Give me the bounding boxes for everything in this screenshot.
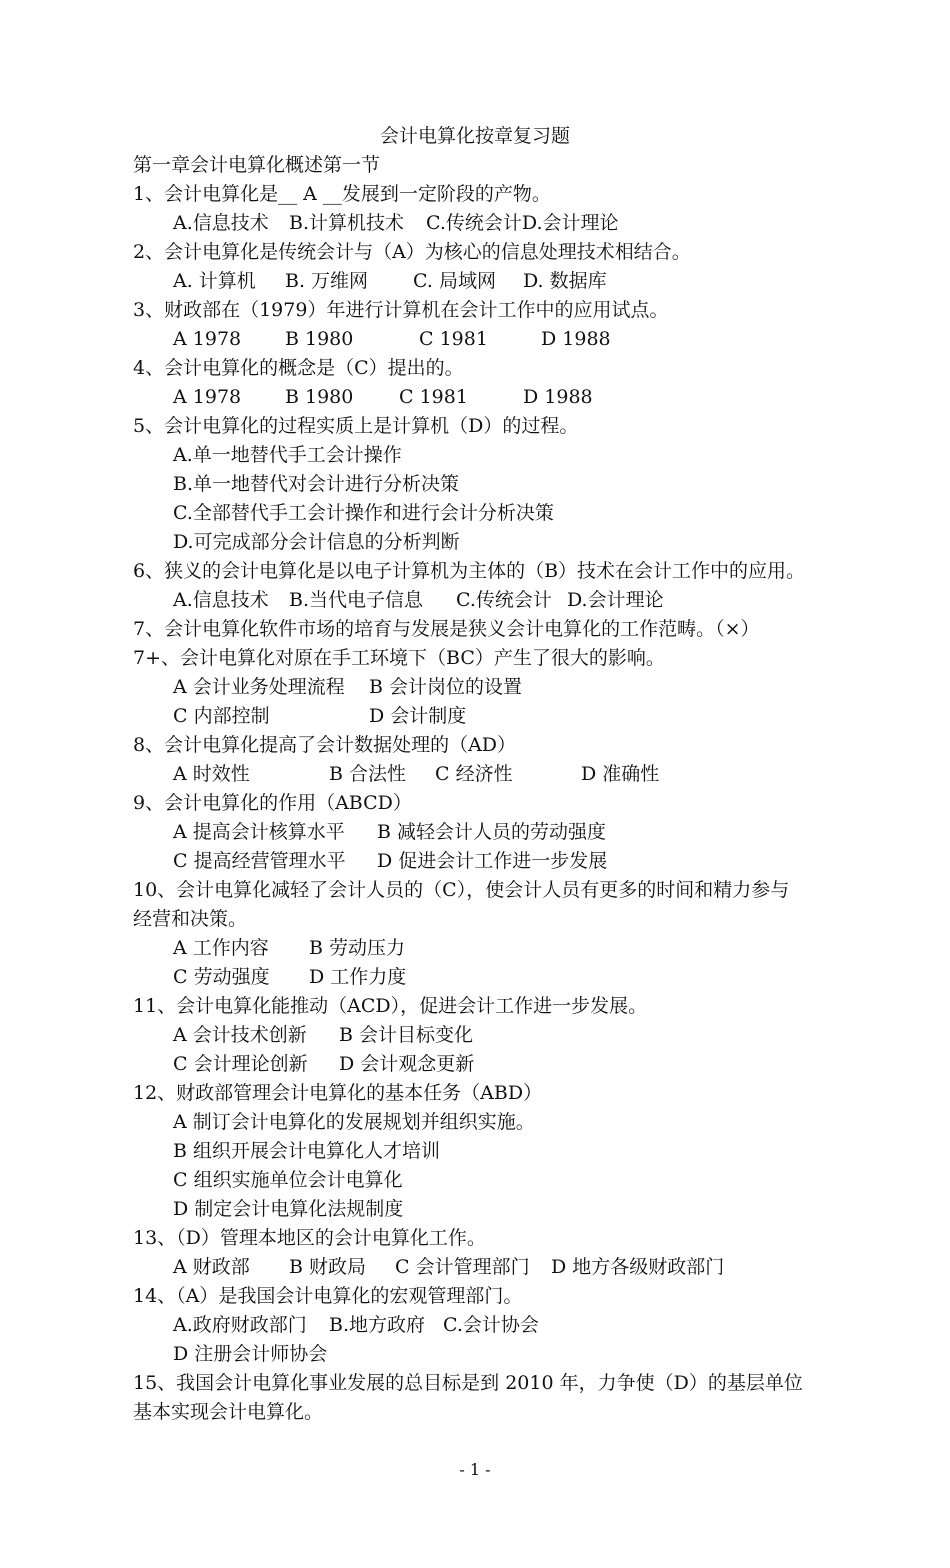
answer-option: A 会计技术创新 — [173, 1024, 307, 1046]
answer-option: C 劳动强度 — [173, 966, 270, 988]
answer-option: A. 计算机 — [173, 270, 256, 292]
answer-option: D 1988 — [523, 386, 593, 408]
answer-option: C. 局域网 — [413, 270, 496, 292]
question-11-options — [133, 963, 823, 992]
answer-option: A.政府财政部门 — [173, 1314, 307, 1336]
question-2-text: 2、会计电算化是传统会计与（A）为核心的信息处理技术相结合。 — [133, 241, 691, 263]
question-5-options — [133, 528, 823, 557]
question-11-options — [133, 934, 823, 963]
answer-option: C.传统会计D.会计理论 — [426, 212, 619, 234]
answer-option: C 会计管理部门 — [395, 1256, 530, 1278]
answer-option: A.信息技术 — [173, 589, 269, 611]
answer-option: D 制定会计电算化法规制度 — [173, 1198, 404, 1220]
answer-option: B 1980 — [285, 386, 354, 408]
question-16-text: 15、我国会计电算化事业发展的总目标是到 2010 年，力争使（D）的基层单位 — [133, 1372, 803, 1394]
answer-option: C 经济性 — [435, 763, 513, 785]
answer-option: B. 万维网 — [285, 270, 369, 292]
section-heading: 第一章会计电算化概述第一节 — [133, 154, 381, 176]
question-15-options — [133, 1340, 823, 1369]
question-14-options — [133, 1253, 823, 1282]
question-8-options — [133, 702, 823, 731]
answer-option: B 财政局 — [289, 1256, 367, 1278]
answer-option: C 组织实施单位会计电算化 — [173, 1169, 403, 1191]
answer-option: D 准确性 — [581, 763, 660, 785]
answer-option: B.单一地替代对会计进行分析决策 — [173, 473, 460, 495]
question-6-options — [133, 586, 823, 615]
question-5-options — [133, 441, 823, 470]
question-9-options — [133, 760, 823, 789]
question-13-options — [133, 1137, 823, 1166]
question-13-text: 12、财政部管理会计电算化的基本任务（ABD） — [133, 1082, 543, 1104]
document-body — [133, 151, 823, 1427]
answer-option: D 注册会计师协会 — [173, 1343, 328, 1365]
question-10-options — [133, 818, 823, 847]
question-5-options — [133, 470, 823, 499]
question-15-text: 14、（A）是我国会计电算化的宏观管理部门。 — [133, 1285, 523, 1307]
document-title: 会计电算化按章复习题 — [379, 125, 570, 147]
answer-option: D 会计制度 — [369, 705, 467, 727]
answer-option: D 1988 — [541, 328, 611, 350]
answer-option: C.全部替代手工会计操作和进行会计分析决策 — [173, 502, 554, 524]
question-5-text: 5、会计电算化的过程实质上是计算机（D）的过程。 — [133, 415, 579, 437]
question-16-continuation: 基本实现会计电算化。 — [133, 1401, 324, 1423]
question-10-options — [133, 847, 823, 876]
question-7-text: 7、会计电算化软件市场的培育与发展是狭义会计电算化的工作范畴。（×） — [133, 618, 760, 640]
question-1-options — [133, 209, 823, 238]
question-6-text: 6、狭义的会计电算化是以电子计算机为主体的（B）技术在会计工作中的应用。 — [133, 560, 806, 582]
answer-option: B 合法性 — [329, 763, 407, 785]
answer-option: B.计算机技术 — [289, 212, 405, 234]
question-11-text: 10、会计电算化减轻了会计人员的（C），使会计人员有更多的时间和精力参与 — [133, 879, 790, 901]
answer-option: D. 数据库 — [523, 270, 607, 292]
answer-option: D 地方各级财政部门 — [551, 1256, 725, 1278]
answer-option: D 工作力度 — [309, 966, 407, 988]
question-1-text: 1、会计电算化是__ A __发展到一定阶段的产物。 — [133, 183, 551, 205]
answer-option: A 1978 — [173, 328, 242, 350]
question-13-options — [133, 1108, 823, 1137]
question-5-options — [133, 499, 823, 528]
question-3-options — [133, 325, 823, 354]
question-4-text: 4、会计电算化的概念是（C）提出的。 — [133, 357, 464, 379]
question-12-text: 11、会计电算化能推动（ACD），促进会计工作进一步发展。 — [133, 995, 648, 1017]
answer-option: C.会计协会 — [443, 1314, 539, 1336]
question-8-options — [133, 673, 823, 702]
answer-option: C 会计理论创新 — [173, 1053, 308, 1075]
question-12-options — [133, 1050, 823, 1079]
answer-option: A 工作内容 — [173, 937, 269, 959]
answer-option: C 提高经营管理水平 — [173, 850, 346, 872]
answer-option: C 1981 — [399, 386, 468, 408]
answer-option: D 促进会计工作进一步发展 — [377, 850, 608, 872]
answer-option: C.传统会计 — [456, 589, 552, 611]
question-3-text: 3、财政部在（1979）年进行计算机在会计工作中的应用试点。 — [133, 299, 669, 321]
answer-option: B.地方政府 — [329, 1314, 426, 1336]
answer-option: B 会计目标变化 — [339, 1024, 474, 1046]
answer-option: C 1981 — [419, 328, 488, 350]
question-12-options — [133, 1021, 823, 1050]
answer-option: B 劳动压力 — [309, 937, 406, 959]
answer-option: B 组织开展会计电算化人才培训 — [173, 1140, 441, 1162]
answer-option: A 制订会计电算化的发展规划并组织实施。 — [173, 1111, 535, 1133]
question-11-continuation: 经营和决策。 — [133, 908, 248, 930]
answer-option: B 会计岗位的设置 — [369, 676, 523, 698]
answer-option: D 会计观念更新 — [339, 1053, 475, 1075]
answer-option: D.会计理论 — [567, 589, 664, 611]
question-4-options — [133, 383, 823, 412]
answer-option: D.可完成部分会计信息的分析判断 — [173, 531, 460, 553]
question-14-text: 13、（D）管理本地区的会计电算化工作。 — [133, 1227, 486, 1249]
answer-option: B 1980 — [285, 328, 354, 350]
question-13-options — [133, 1195, 823, 1224]
answer-option: A 会计业务处理流程 — [173, 676, 345, 698]
answer-option: A.单一地替代手工会计操作 — [173, 444, 402, 466]
answer-option: A 1978 — [173, 386, 242, 408]
page-number: - 1 - — [459, 1460, 491, 1479]
answer-option: A 财政部 — [173, 1256, 250, 1278]
question-9-text: 8、会计电算化提高了会计数据处理的（AD） — [133, 734, 517, 756]
question-8-text: 7+、会计电算化对原在手工环境下（BC）产生了很大的影响。 — [133, 647, 665, 669]
question-10-text: 9、会计电算化的作用（ABCD） — [133, 792, 412, 814]
question-2-options — [133, 267, 823, 296]
answer-option: C 内部控制 — [173, 705, 270, 727]
question-15-options — [133, 1311, 823, 1340]
answer-option: B.当代电子信息 — [289, 589, 424, 611]
question-13-options — [133, 1166, 823, 1195]
answer-option: A.信息技术 — [173, 212, 269, 234]
answer-option: B 减轻会计人员的劳动强度 — [377, 821, 607, 843]
answer-option: A 提高会计核算水平 — [173, 821, 345, 843]
answer-option: A 时效性 — [173, 763, 250, 785]
